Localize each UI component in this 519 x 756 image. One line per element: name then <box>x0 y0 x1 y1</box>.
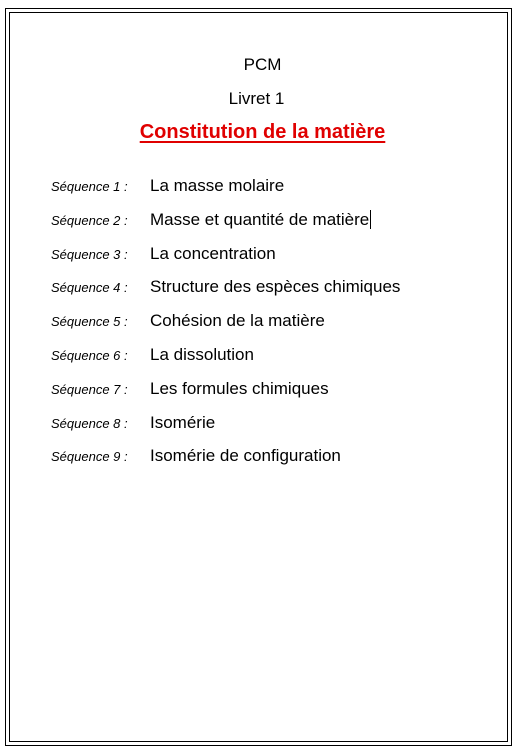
sequence-title: La masse molaire <box>150 176 285 195</box>
booklet-heading: Livret 1 <box>228 89 285 108</box>
sequence-item <box>51 176 491 210</box>
sequence-title-wrap[interactable] <box>150 210 371 230</box>
text-cursor <box>370 210 371 229</box>
sequence-title: La concentration <box>150 243 276 263</box>
sequence-title: Structure des espèces chimiques <box>150 277 401 297</box>
subject-heading: PCM <box>243 55 282 74</box>
sequence-label: Séquence 9 : <box>51 449 128 465</box>
sequence-label: Séquence 3 : <box>51 246 128 262</box>
sequence-title: Les formules chimiques <box>150 378 329 398</box>
sequence-label: Séquence 8 : <box>51 415 128 431</box>
sequence-label: Séquence 2 : <box>51 212 128 228</box>
sequence-title: Isomérie de configuration <box>150 446 341 466</box>
sequence-title: La dissolution <box>150 344 254 364</box>
sequence-item <box>51 413 491 447</box>
sequence-item <box>51 210 491 244</box>
sequence-label: Séquence 4 : <box>51 280 128 296</box>
sequence-label: Séquence 6 : <box>51 347 128 363</box>
sequence-title: Cohésion de la matière <box>150 311 325 331</box>
sequence-item <box>51 446 491 480</box>
sequence-list <box>51 176 491 480</box>
sequence-label: Séquence 7 : <box>51 381 128 397</box>
sequence-item <box>51 244 491 278</box>
sequence-label: Séquence 5 : <box>51 314 128 330</box>
document-title: Constitution de la matière <box>139 121 386 143</box>
sequence-title: Isomérie <box>150 412 216 432</box>
sequence-item <box>51 345 491 379</box>
sequence-label: Séquence 1 : <box>51 179 128 194</box>
sequence-item <box>51 277 491 311</box>
sequence-item <box>51 379 491 413</box>
sequence-title: Masse et quantité de matière <box>150 209 370 229</box>
sequence-item <box>51 311 491 345</box>
